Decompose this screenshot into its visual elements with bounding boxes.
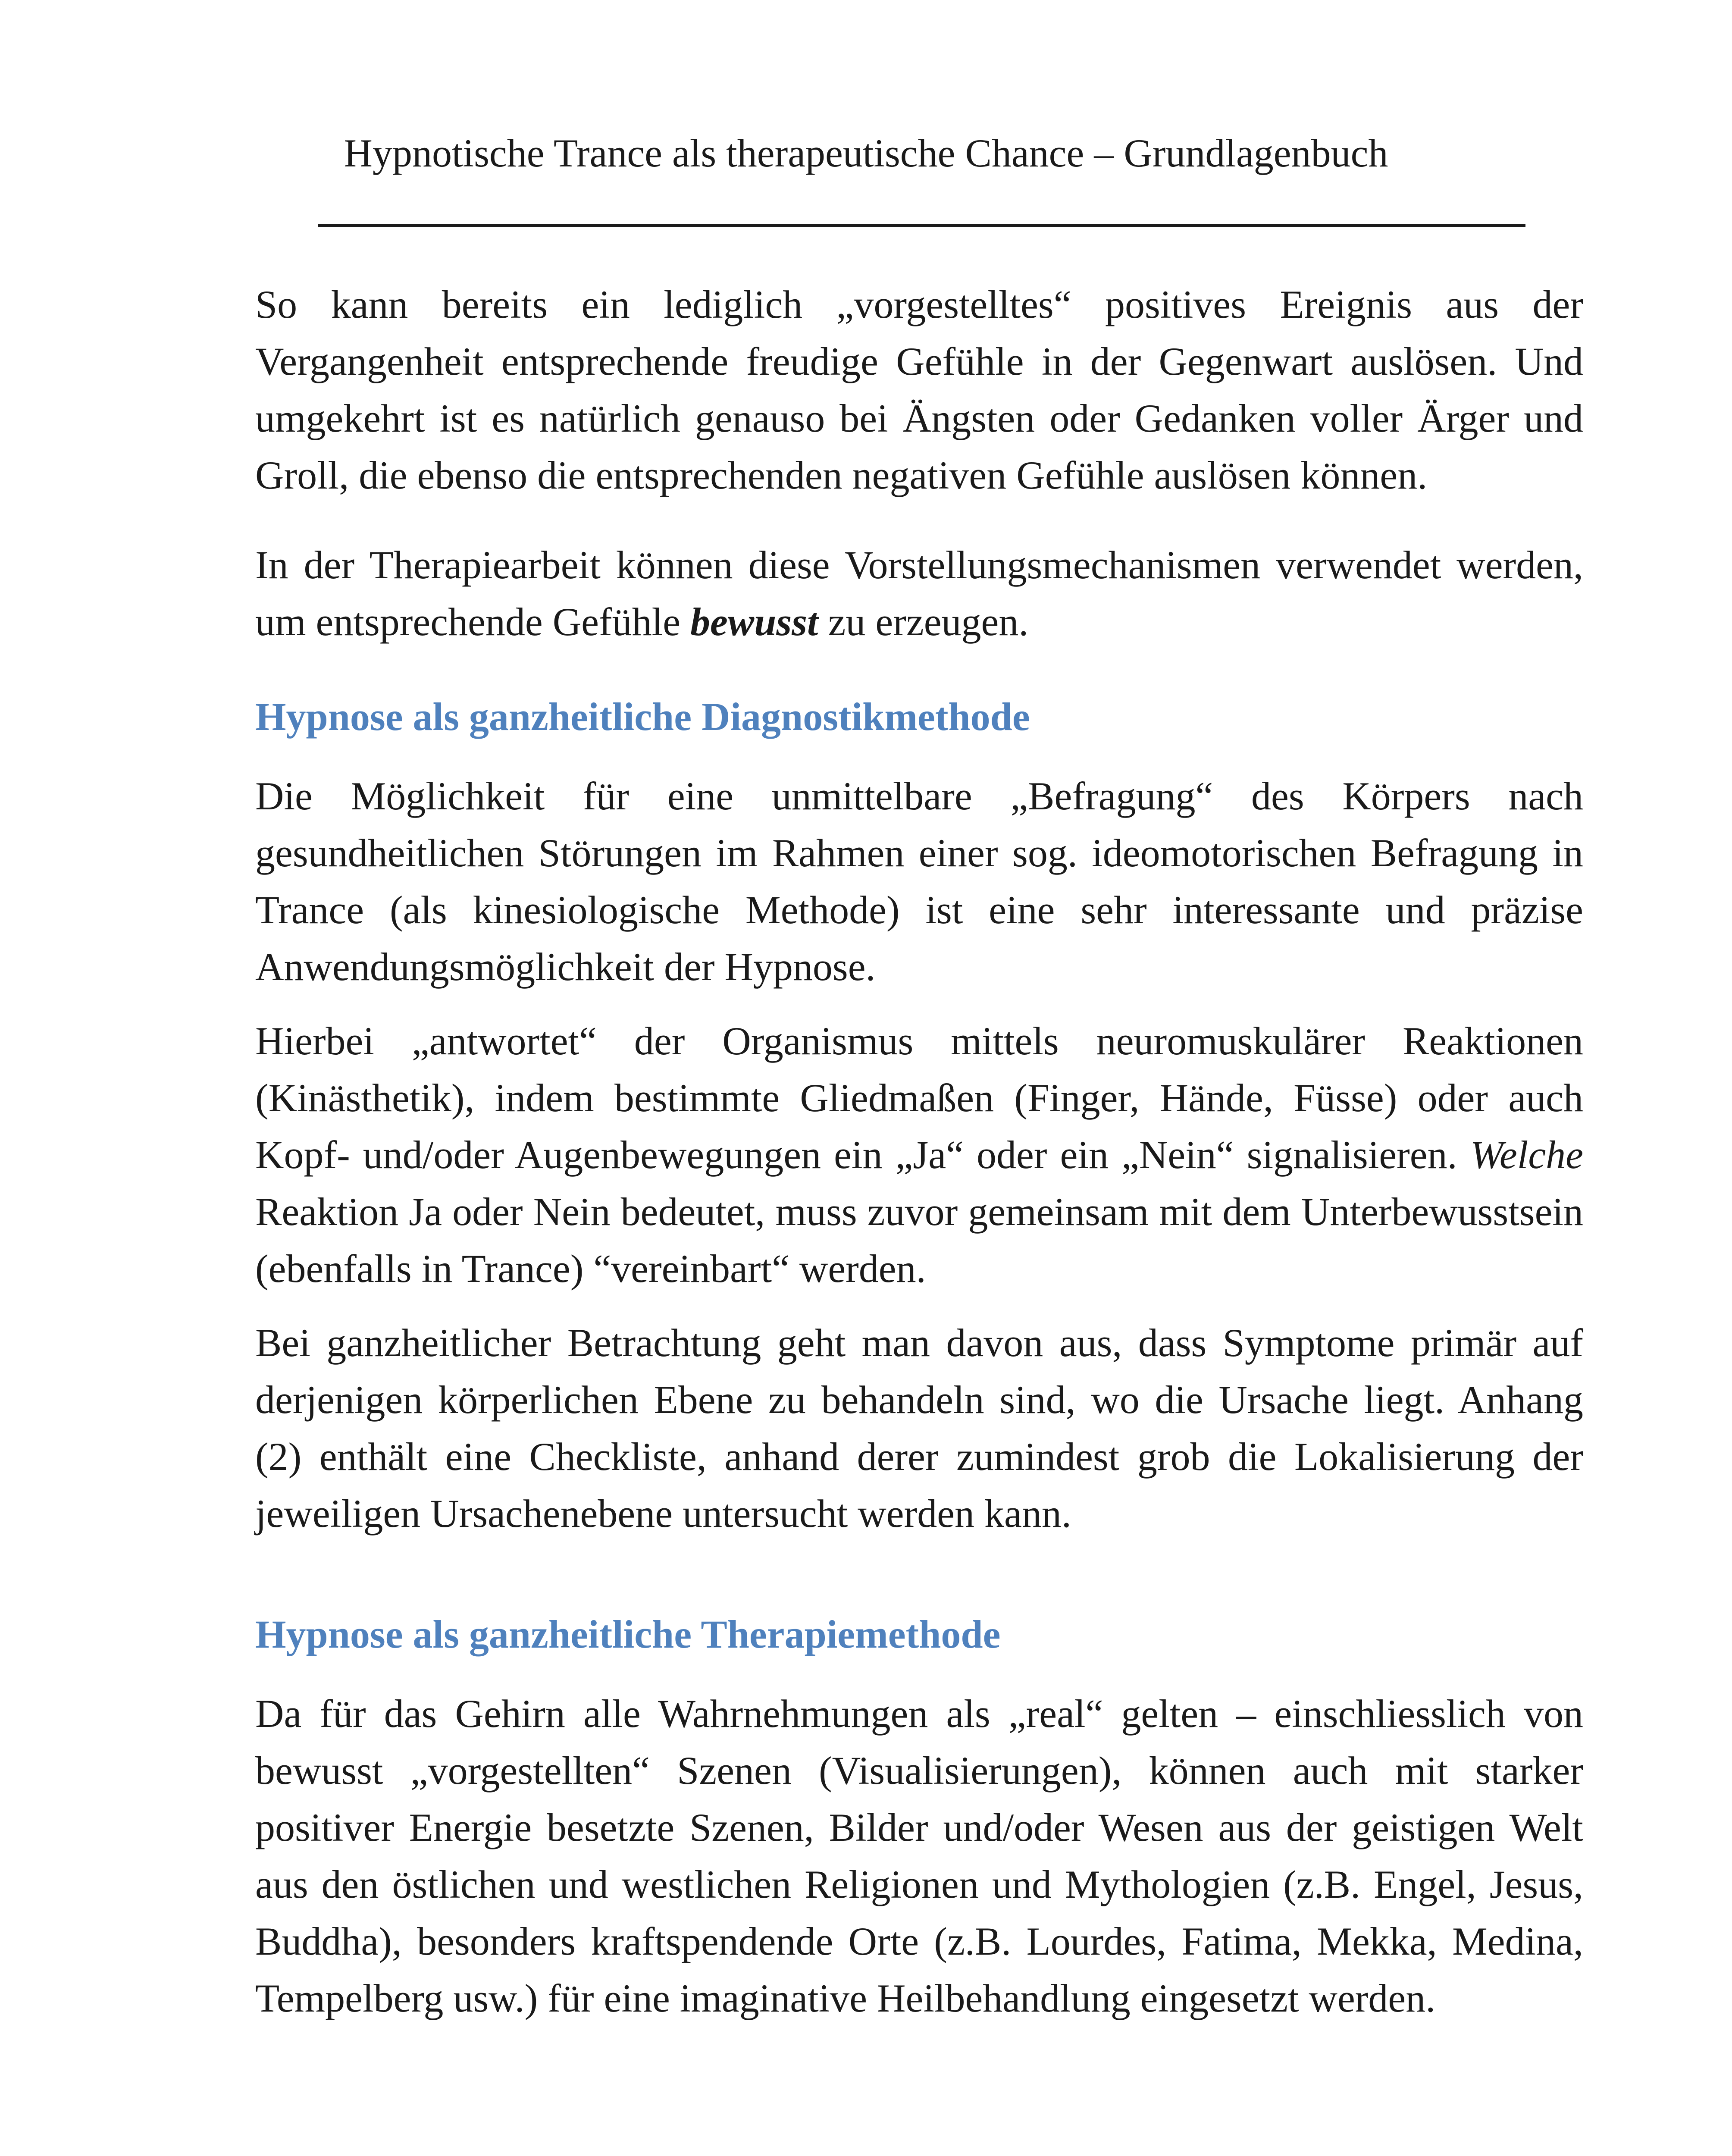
paragraph-4-text-a: Hierbei „antwortet“ der Organismus mittels neuromuskulärer Reaktionen (Kinästhetik), indem bestimmte Gliedmaßen (Finger, Hände, Füsse) oder auch Kopf- und/oder Augenbewegungen ein „Ja“ oder ein „Nein“ signalisieren. <box>255 1019 1583 1177</box>
paragraph-3: Die Möglichkeit für eine unmittelbare „Befragung“ des Körpers nach gesundheitlichen Störungen im Rahmen einer sog. ideomotorischen Befragung in Trance (als kinesiologische Methode) ist eine sehr interessante und präzise Anwendungsmöglichkeit der Hypnose. <box>255 774 1583 989</box>
page-body <box>255 276 1583 2027</box>
paragraph-2-text-b: zu erzeugen. <box>818 600 1029 644</box>
paragraph-4-text-b: Reaktion Ja oder Nein bedeutet, muss zuvor gemeinsam mit dem Unterbewusstsein (ebenfalls in Trance) “vereinbart“ werden. <box>255 1190 1583 1291</box>
paragraph-6: Da für das Gehirn alle Wahrnehmungen als „real“ gelten – einschliesslich von bewusst „vorgestellten“ Szenen (Visualisierungen), können auch mit starker positiver Energie besetzte Szenen, Bilder und/oder Wesen aus der geistigen Welt aus den östlichen und westlichen Religionen und Mythologien (z.B. Engel, Jesus, Buddha), besonders kraftspendende Orte (z.B. Lourdes, Fatima, Mekka, Medina, Tempelberg usw.) für eine imaginative Heilbehandlung eingesetzt werden. <box>255 1692 1583 2020</box>
section-heading-diagnostics: Hypnose als ganzheitliche Diagnostikmethode <box>255 695 1030 739</box>
header-rule <box>318 224 1525 227</box>
section-heading-therapy: Hypnose als ganzheitliche Therapiemethode <box>255 1612 1001 1656</box>
paragraph-1: So kann bereits ein lediglich „vorgestelltes“ positives Ereignis aus der Vergangenheit entsprechende freudige Gefühle in der Gegenwart auslösen. Und umgekehrt ist es natürlich genauso bei Ängsten oder Gedanken voller Ärger und Groll, die ebenso die entsprechenden negativen Gefühle auslösen können. <box>255 282 1583 497</box>
running-header: Hypnotische Trance als therapeutische Chance – Grundlagenbuch <box>344 131 1388 175</box>
paragraph-2-text-a: In der Therapiearbeit können diese Vorstellungsmechanismen verwendet werden, um entsprechende Gefühle <box>255 543 1583 644</box>
paragraph-4 <box>255 1012 1583 1297</box>
paragraph-2-emphasis: bewusst <box>690 600 818 644</box>
paragraph-5: Bei ganzheitlicher Betrachtung geht man davon aus, dass Symptome primär auf derjenigen körperlichen Ebene zu behandeln sind, wo die Ursache liegt. Anhang (2) enthält eine Checkliste, anhand derer zumindest grob die Lokalisierung der jeweiligen Ursachenebene untersucht werden kann. <box>255 1321 1583 1536</box>
paragraph-2 <box>255 536 1583 650</box>
paragraph-4-emphasis: Welche <box>1470 1133 1583 1177</box>
